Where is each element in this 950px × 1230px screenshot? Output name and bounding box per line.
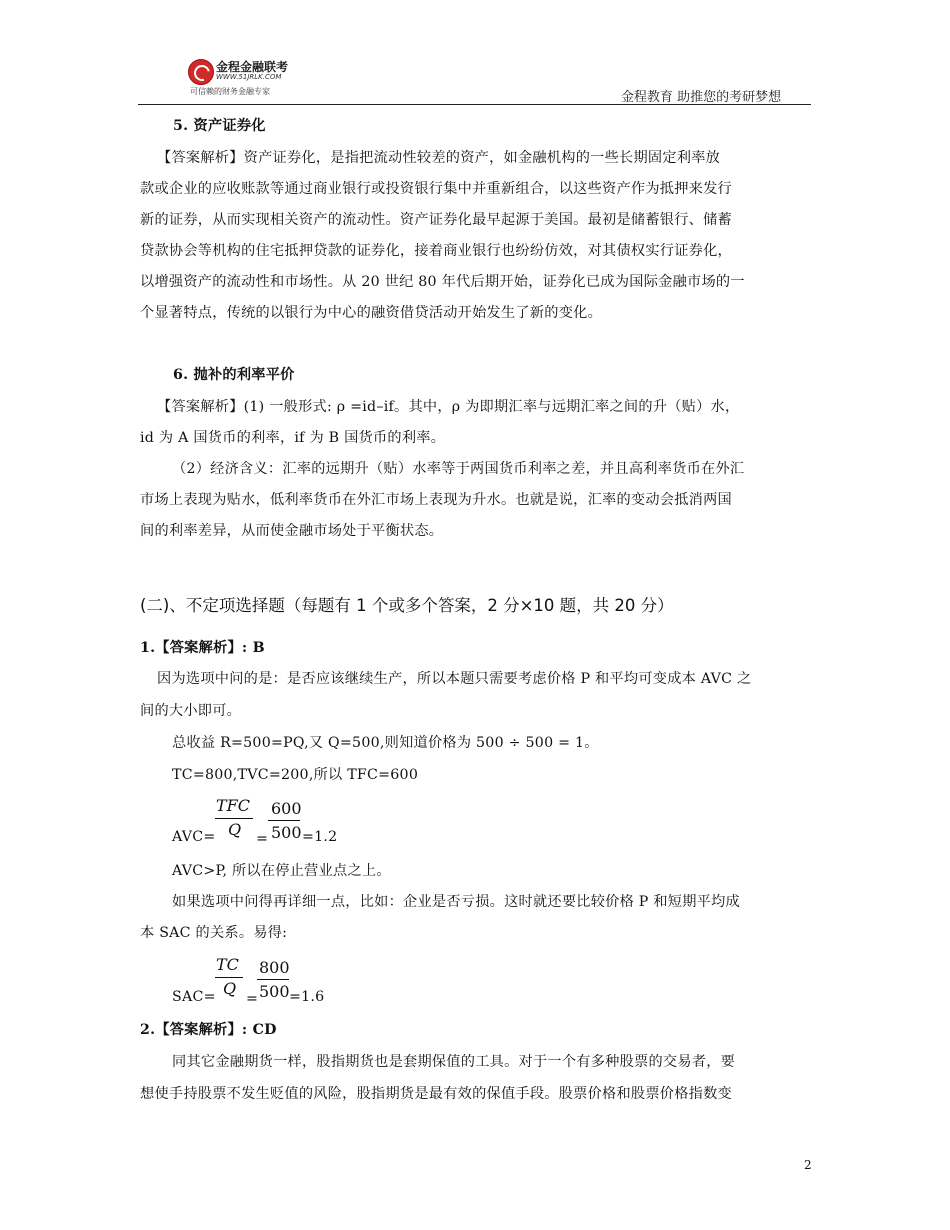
page-number: 2	[804, 1158, 812, 1172]
logo-url: WWW.51JRLK.COM	[216, 73, 282, 81]
section-heading: (二)、不定项选择题（每题有 1 个或多个答案，2 分×10 题，共 20 分）	[140, 596, 674, 615]
q6-line: 【答案解析】(1) 一般形式: ρ =id–if。其中，ρ 为即期汇率与远期汇率之间的升（贴）水，	[157, 399, 740, 415]
answer-1-line: AVC>P, 所以在停止营业点之上。	[172, 863, 391, 879]
answer-1-line: TC=800,TVC=200,所以 TFC=600	[172, 767, 419, 783]
formula-equals: =	[246, 991, 259, 1007]
formula-result: =1.6	[289, 989, 325, 1005]
q6-title: 6. 抛补的利率平价	[173, 367, 295, 383]
answer-1-line: 间的大小即可。	[140, 703, 242, 719]
q5-line: 个显著特点，传统的以银行为中心的融资借贷活动开始发生了新的变化。	[140, 305, 603, 321]
formula-prefix: AVC=	[172, 829, 216, 845]
q5-line: 贷款协会等机构的住宅抵押贷款的证券化，接着商业银行也纷纷仿效，对其债权实行证券化，	[140, 243, 732, 259]
fraction-bar	[215, 977, 243, 978]
q6-line: 间的利率差异，从而使金融市场处于平衡状态。	[140, 523, 444, 539]
fraction-bar	[257, 979, 289, 980]
answer-1-line: 本 SAC 的关系。易得:	[140, 925, 288, 941]
q5-line: 以增强资产的流动性和市场性。从 20 世纪 80 年代后期开始，证券化已成为国际金融市场的一	[140, 274, 745, 290]
fraction-bar	[268, 820, 300, 821]
answer-1-line: 如果选项中问得再详细一点，比如：企业是否亏损。这时就还要比较价格 P 和短期平均成	[172, 894, 740, 910]
fraction-denominator: 500	[271, 823, 302, 842]
header-tagline: 金程教育 助推您的考研梦想	[621, 90, 782, 105]
header-rule	[138, 104, 811, 105]
answer-1-line: 总收益 R=500=PQ,又 Q=500,则知道价格为 500 ÷ 500 = 1。	[172, 735, 599, 751]
formula-prefix: SAC=	[172, 989, 216, 1005]
q5-line: 款或企业的应收账款等通过商业银行或投资银行集中并重新组合，以这些资产作为抵押来发行	[140, 181, 732, 197]
fraction-denominator: Q	[223, 979, 237, 998]
fraction-numerator: TFC	[216, 796, 251, 815]
answer-1-label: 1.【答案解析】: B	[140, 640, 265, 656]
formula-equals: =	[256, 831, 269, 847]
fraction-numerator: TC	[216, 955, 239, 974]
logo-name: 金程金融联考	[216, 60, 289, 74]
answer-1-line: 因为选项中问的是：是否应该继续生产，所以本题只需要考虑价格 P 和平均可变成本 AVC 之	[157, 671, 752, 687]
q6-line: id 为 A 国货币的利率，if 为 B 国货币的利率。	[140, 430, 446, 446]
answer-2-label: 2.【答案解析】: CD	[140, 1022, 277, 1038]
fraction-numerator: 800	[259, 958, 290, 977]
fraction-numerator: 600	[271, 799, 302, 818]
formula-result: =1.2	[302, 829, 338, 845]
logo-emblem-icon	[188, 59, 214, 85]
q5-title: 5. 资产证券化	[173, 118, 266, 134]
q6-line: （2）经济含义：汇率的远期升（贴）水率等于两国货币利率之差，并且高利率货币在外汇	[172, 461, 745, 477]
fraction-bar	[215, 818, 253, 819]
q5-line: 新的证券，从而实现相关资产的流动性。资产证券化最早起源于美国。最初是储蓄银行、储蓄	[140, 212, 732, 228]
q5-line: 【答案解析】资产证券化，是指把流动性较差的资产，如金融机构的一些长期固定利率放	[157, 150, 721, 166]
logo-slogan: 可信赖的财务金融专家	[190, 87, 270, 96]
q6-line: 市场上表现为贴水，低利率货币在外汇市场上表现为升水。也就是说，汇率的变动会抵消两国	[140, 492, 732, 508]
answer-2-line: 想使手持股票不发生贬值的风险，股指期货是最有效的保值手段。股票价格和股票价格指数变	[140, 1086, 732, 1102]
fraction-denominator: 500	[259, 982, 290, 1001]
answer-2-line: 同其它金融期货一样，股指期货也是套期保值的工具。对于一个有多种股票的交易者，要	[172, 1054, 736, 1070]
fraction-denominator: Q	[228, 820, 242, 839]
